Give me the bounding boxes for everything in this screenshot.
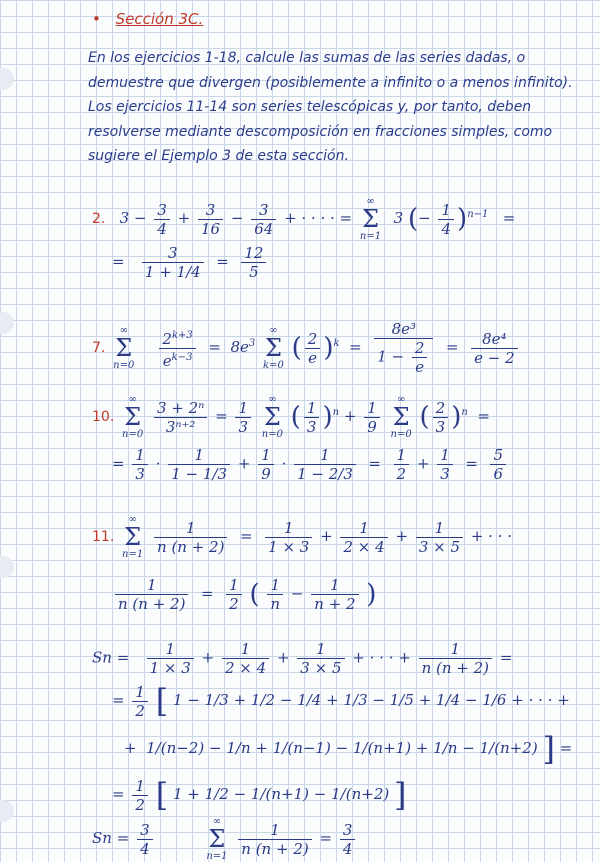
- exercise-10-line2: = $\frac{1}{3}$ · $\frac{1}{1 - 1/3}$ + $\frac{1}{9}$ · $\frac{1}{1 - 2/3}$ = $\frac{1}{2}$ + $\frac{1}{3}$ = $\frac{5}{6}$: [112, 446, 509, 483]
- fraction: $\frac{3}{4}$: [154, 201, 170, 238]
- fraction: $\frac{2}{e}$: [305, 330, 321, 367]
- fraction: $\frac{1}{n (n + 2)}$: [115, 576, 188, 613]
- exercise-2-line1: 2. 3 − $\frac{3}{4}$ + $\frac{3}{16}$ − $\frac{3}{64}$ + · · · · = ∞ Σ n=1 3 (− $\frac{1}{4}$ )$^{n-1}$ =: [92, 196, 516, 242]
- summation: ∞ Σ n=0: [390, 394, 412, 440]
- binder-hole: [0, 556, 14, 578]
- intro-paragraph: En los ejercicios 1-18, calcule las sumas de las series dadas, o demuestre que divergen (posiblemente a infinito o a menos infinito). Los ejercicios 11-14 son series telescópicas y, por tanto, deben resolverse mediante descomposición en fracciones simples, como sugiere el Ejemplo 3 de esta sección.: [88, 50, 573, 164]
- exercise-11-row3: + 1/(n−2) − 1/n + 1/(n−1) − 1/(n+1) + 1/n − 1/(n+2) ] =: [124, 730, 573, 768]
- fraction: $\frac{1}{n (n + 2)}$: [238, 821, 311, 858]
- fraction: $\frac{1}{3}$: [132, 446, 148, 483]
- fraction: $\frac{1}{3}$: [437, 446, 453, 483]
- section-title: [92, 10, 203, 28]
- fraction: $\frac{\text{3 + 2ⁿ}}{\text{3ⁿ⁺²}}$: [154, 399, 207, 436]
- fraction: $\frac{1}{n}$: [267, 576, 283, 613]
- fraction: $\frac{1}{2}$: [132, 777, 148, 814]
- fraction: $\frac{3}{16}$: [198, 201, 223, 238]
- fraction: $\frac{1}{9}$: [258, 446, 274, 483]
- exercise-label: 2.: [92, 211, 106, 227]
- fraction: $\frac{1}{1 \times 3}$: [265, 519, 312, 556]
- fraction: $\frac{1}{2 \times 4}$: [340, 519, 387, 556]
- exercise-11-partial-fractions: $\frac{1}{n (n + 2)}$ = $\frac{1}{2}$ ( $\frac{1}{n}$ − $\frac{1}{n + 2}$ ): [112, 576, 376, 613]
- summation: ∞ Σ n=0: [113, 325, 135, 371]
- fraction: $\frac{1}{n (n + 2)}$: [154, 519, 227, 556]
- fraction: $\frac{1}{2}$: [226, 576, 242, 613]
- exercise-11-final: Sn = $\frac{3}{4}$ ∞ Σ n=1 $\frac{1}{n (n + 2)}$ = $\frac{3}{4}$: [92, 816, 358, 862]
- exercise-11-row2: = $\frac{1}{2}$ [ 1 − 1/3 + 1/2 − 1/4 + 1/3 − 1/5 + 1/4 − 1/6 + · · · +: [112, 682, 570, 720]
- fraction: $\frac{1}{2}$: [394, 446, 410, 483]
- summation: ∞ Σ n=1: [206, 816, 228, 862]
- summation: ∞ Σ n=0: [122, 394, 144, 440]
- fraction: $\frac{1}{4}$: [438, 201, 454, 238]
- fraction: $\frac{2}{3}$: [433, 399, 449, 436]
- fraction: $\frac{3}{64}$: [251, 201, 276, 238]
- exercise-label: 7.: [92, 340, 106, 356]
- exercise-11-row4: = $\frac{1}{2}$ [ 1 + 1/2 − 1/(n+1) − 1/(n+2) ]: [112, 776, 407, 814]
- fraction: $\frac{5}{6}$: [490, 446, 506, 483]
- binder-hole: [0, 68, 14, 90]
- fraction: $\frac{1}{3 \times 5}$: [416, 519, 463, 556]
- summation: ∞ Σ n=0: [261, 394, 283, 440]
- fraction: $\frac{3}{4}$: [137, 821, 153, 858]
- exercise-11-sn-line: Sn = $\frac{1}{1 \times 3}$ + $\frac{1}{2 \times 4}$ + $\frac{1}{3 \times 5}$ + · · · + $\frac{1}{n (n + 2)}$ =: [92, 640, 513, 677]
- fraction: $\frac{1}{3}$: [304, 399, 320, 436]
- fraction: $\frac{12}{5}$: [241, 244, 266, 281]
- fraction: $\frac{3}{1 + 1/4}$: [142, 244, 204, 281]
- title-bullet: •: [92, 10, 101, 28]
- fraction: $\frac{1}{2 \times 4}$: [222, 640, 269, 677]
- exercise-label: 10.: [92, 409, 115, 425]
- fraction: $\frac{1}{1 - 2/3}$: [294, 446, 356, 483]
- fraction: 8e³ 1 − $\frac{2}{e}$: [374, 320, 433, 376]
- binder-hole: [0, 800, 14, 822]
- summation: ∞ Σ k=0: [263, 325, 284, 371]
- fraction: $\frac{3}{4}$: [340, 821, 356, 858]
- exercise-7: 7. ∞ Σ n=0 $\frac{2^{k+3}}{e^{k-3}}$ = $8e^3$ ∞ Σ k=0 ( $\frac{2}{e}$ )$^k$ = 8e³ 1 − $\frac{2}{e}$ = $\frac{\text{8e⁴}}{e - 2}$: [92, 320, 521, 376]
- fraction: $\frac{1}{9}$: [364, 399, 380, 436]
- fraction: $\frac{1}{n + 2}$: [311, 576, 358, 613]
- exercise-2-line2: = $\frac{3}{1 + 1/4}$ = $\frac{12}{5}$: [112, 244, 269, 281]
- fraction: $\frac{\text{8e⁴}}{e - 2}$: [471, 330, 518, 367]
- summation: ∞ Σ n=1: [359, 196, 382, 242]
- fraction: $\frac{2^{k+3}}{e^{k-3}}$: [159, 327, 195, 370]
- fraction: $\frac{1}{2}$: [132, 683, 148, 720]
- fraction: $\frac{1}{3 \times 5}$: [297, 640, 344, 677]
- fraction: $\frac{1}{n (n + 2)}$: [419, 640, 492, 677]
- exercise-label: 11.: [92, 529, 115, 545]
- fraction: $\frac{1}{1 - 1/3}$: [168, 446, 230, 483]
- fraction: $\frac{1}{3}$: [235, 399, 251, 436]
- title-text: Sección 3C.: [115, 10, 204, 28]
- exercise-11-line1: 11. ∞ Σ n=1 $\frac{1}{n (n + 2)}$ = $\frac{1}{1 \times 3}$ + $\frac{1}{2 \times 4}$ + $\frac{1}{3 \times 5}$ + · · ·: [92, 514, 512, 560]
- summation: ∞ Σ n=1: [122, 514, 144, 560]
- fraction: $\frac{1}{1 \times 3}$: [147, 640, 194, 677]
- binder-hole: [0, 312, 14, 334]
- exercise-10-line1: 10. ∞ Σ n=0 $\frac{\text{3 + 2ⁿ}}{\text{3ⁿ⁺²}}$ = $\frac{1}{3}$ ∞ Σ n=0 ( $\frac{1}{3}$ )$^n$ + $\frac{1}{9}$ ∞ Σ n=0 ( $\frac{2}{3}$ )$^n$ =: [92, 394, 490, 440]
